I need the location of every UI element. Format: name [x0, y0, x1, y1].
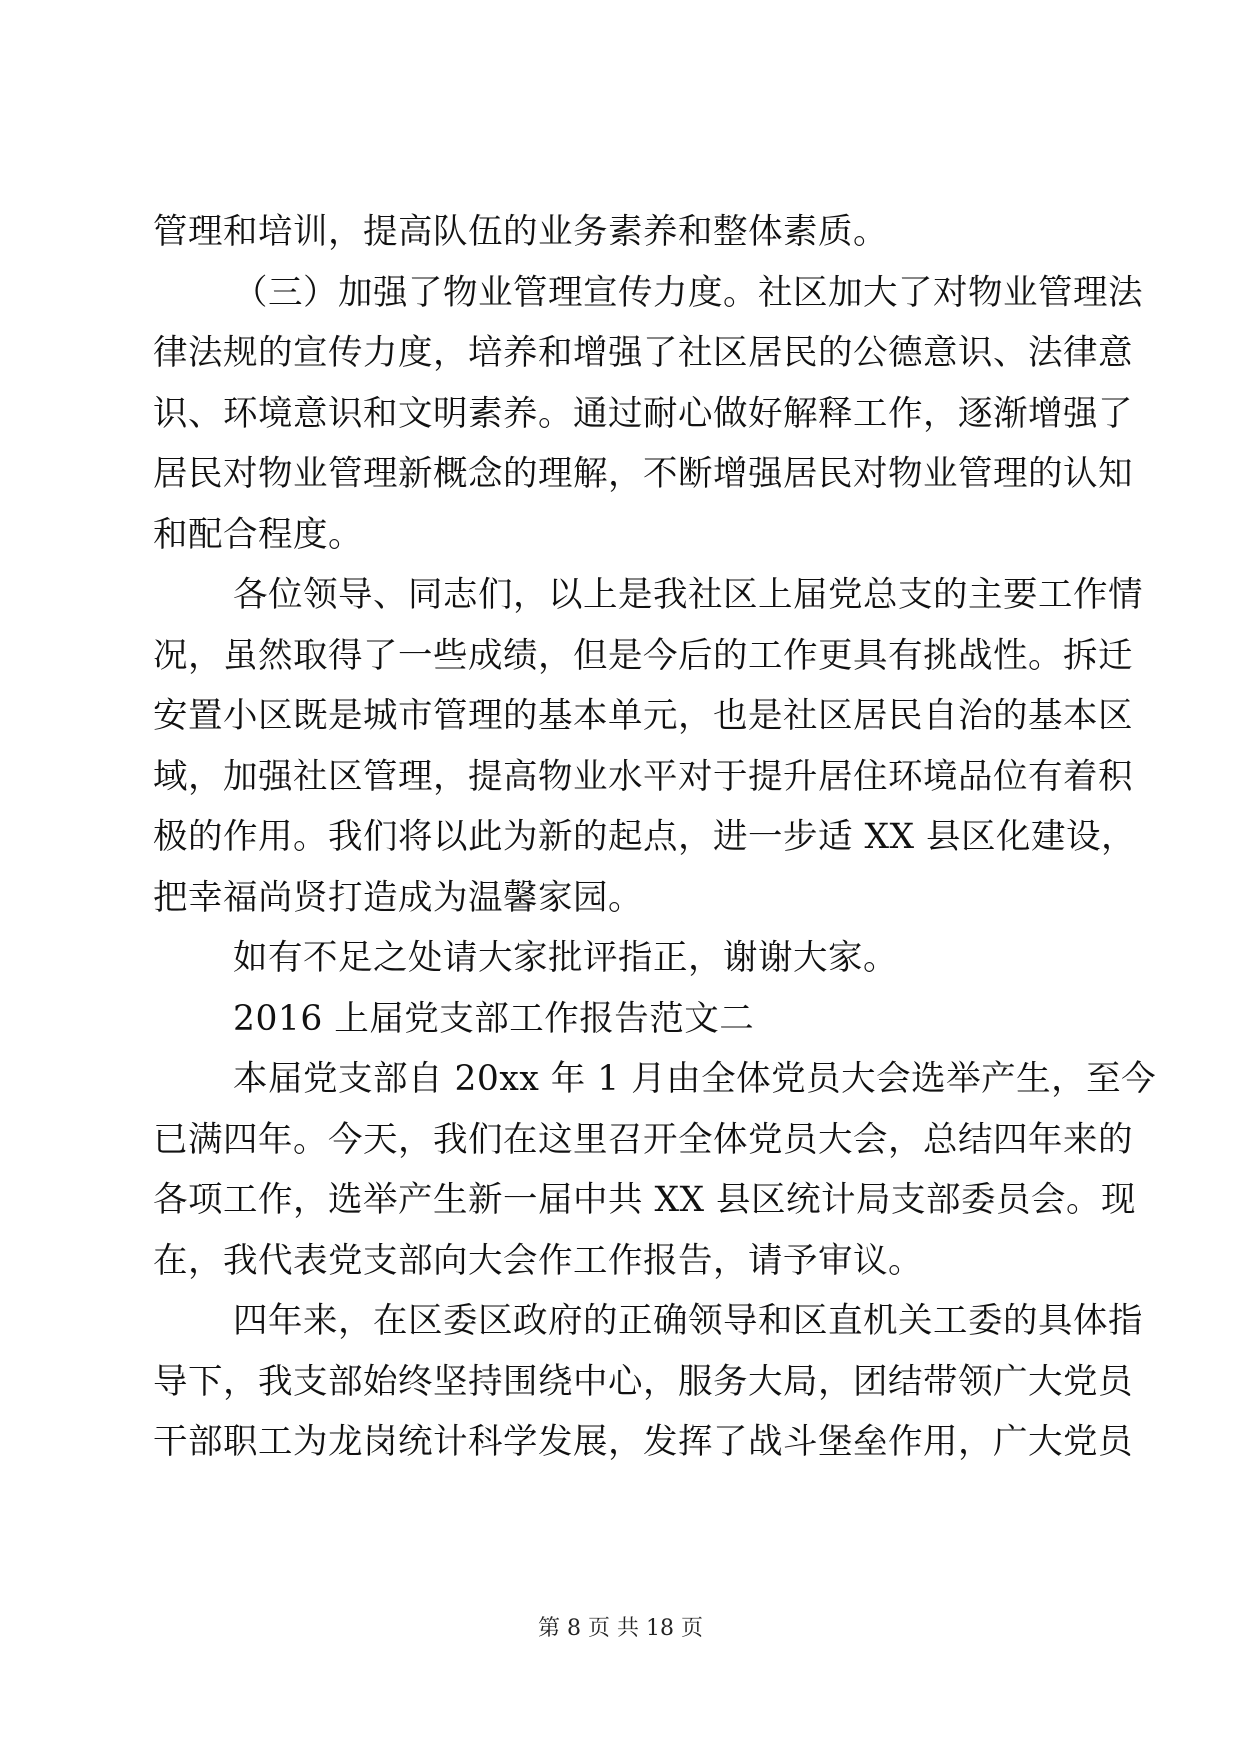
- text-line: 各位领导、同志们，以上是我社区上届党总支的主要工作情: [233, 575, 1143, 615]
- text-line: 极的作用。我们将以此为新的起点，进一步适 XX 县区化建设，: [153, 817, 1137, 857]
- text-line: 管理和培训，提高队伍的业务素养和整体素质。: [153, 212, 888, 252]
- text-line: 四年来，在区委区政府的正确领导和区直机关工委的具体指: [233, 1301, 1143, 1341]
- text-line: （三）加强了物业管理宣传力度。社区加大了对物业管理法: [233, 273, 1143, 313]
- text-line: 本届党支部自 20xx 年 1 月由全体党员大会选举产生，至今: [233, 1059, 1157, 1099]
- text-line: 识、环境意识和文明素养。通过耐心做好解释工作，逐渐增强了: [153, 394, 1133, 434]
- text-line: 和配合程度。: [153, 515, 363, 555]
- text-line: 域，加强社区管理，提高物业水平对于提升居住环境品位有着积: [153, 757, 1133, 797]
- text-line: 安置小区既是城市管理的基本单元，也是社区居民自治的基本区: [153, 696, 1133, 736]
- text-line: 在，我代表党支部向大会作工作报告，请予审议。: [153, 1241, 923, 1281]
- section-heading: 2016 上届党支部工作报告范文二: [233, 999, 755, 1039]
- text-line: 况，虽然取得了一些成绩，但是今后的工作更具有挑战性。拆迁: [153, 636, 1133, 676]
- text-line: 如有不足之处请大家批评指正，谢谢大家。: [233, 938, 898, 978]
- text-line: 干部职工为龙岗统计科学发展，发挥了战斗堡垒作用，广大党员: [153, 1422, 1133, 1462]
- text-line: 把幸福尚贤打造成为温馨家园。: [153, 878, 643, 918]
- text-line: 导下，我支部始终坚持围绕中心，服务大局，团结带领广大党员: [153, 1362, 1133, 1402]
- text-line: 居民对物业管理新概念的理解，不断增强居民对物业管理的认知: [153, 454, 1133, 494]
- text-line: 已满四年。今天，我们在这里召开全体党员大会，总结四年来的: [153, 1120, 1133, 1160]
- text-line: 各项工作，选举产生新一届中共 XX 县区统计局支部委员会。现: [153, 1180, 1137, 1220]
- page-footer: 第 8 页 共 18 页: [538, 1616, 703, 1641]
- text-line: 律法规的宣传力度，培养和增强了社区居民的公德意识、法律意: [153, 333, 1133, 373]
